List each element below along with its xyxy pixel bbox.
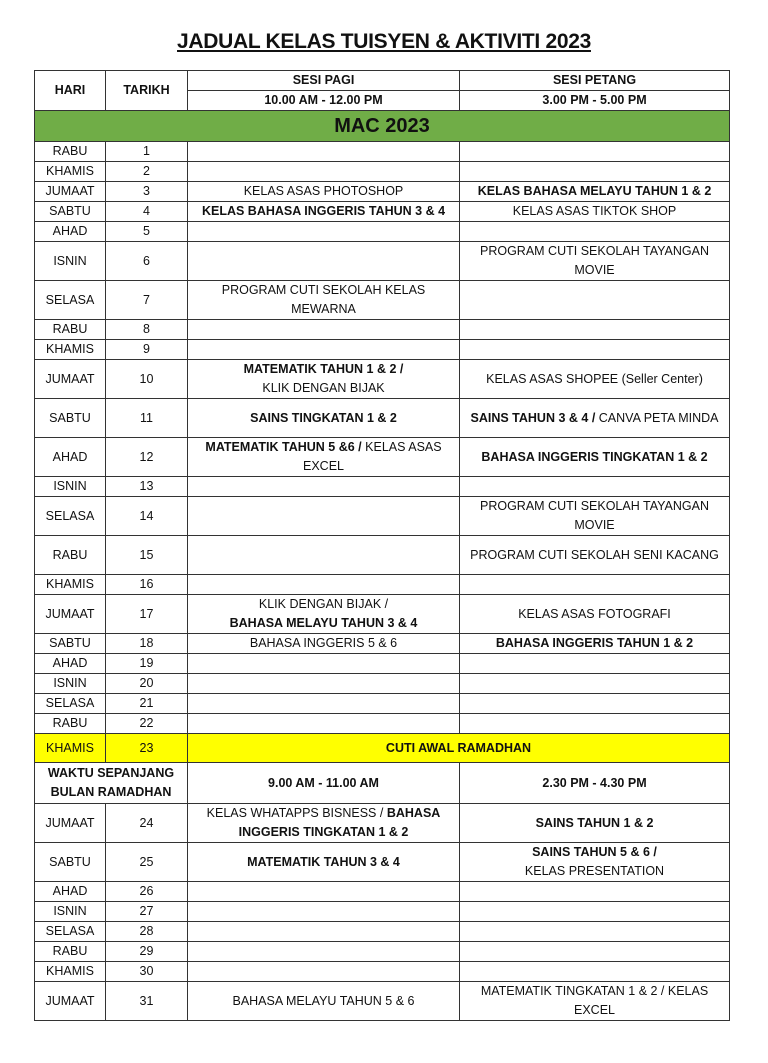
- hari-cell: AHAD: [35, 654, 106, 674]
- pagi-cell: BAHASA MELAYU TAHUN 5 & 6: [188, 982, 460, 1021]
- table-row: [35, 281, 730, 320]
- hari-cell: ISNIN: [35, 674, 106, 694]
- petang-cell: KELAS BAHASA MELAYU TAHUN 1 & 2: [460, 182, 730, 202]
- pagi-cell: [188, 222, 460, 242]
- table-row: [35, 882, 730, 902]
- petang-cell: KELAS ASAS TIKTOK SHOP: [460, 202, 730, 222]
- petang-line-2: KELAS PRESENTATION: [524, 864, 665, 878]
- hari-cell: RABU: [35, 320, 106, 340]
- pagi-cell: [188, 595, 460, 634]
- hari-cell: RABU: [35, 942, 106, 962]
- pagi-cell: KELAS BAHASA INGGERIS TAHUN 3 & 4: [188, 202, 460, 222]
- pagi-cell: [188, 882, 460, 902]
- holiday-row: [35, 734, 730, 763]
- hari-cell: AHAD: [35, 882, 106, 902]
- ramadhan-times-row: [35, 763, 730, 804]
- tarikh-cell: 9: [106, 340, 188, 360]
- pagi-cell: MATEMATIK TAHUN 3 & 4: [188, 843, 460, 882]
- table-row: [35, 320, 730, 340]
- tarikh-cell: 3: [106, 182, 188, 202]
- hari-cell: AHAD: [35, 222, 106, 242]
- header-tarikh: TARIKH: [106, 71, 188, 111]
- table-row: [35, 242, 730, 281]
- tarikh-cell: 12: [106, 438, 188, 477]
- petang-cell: BAHASA INGGERIS TINGKATAN 1 & 2: [460, 438, 730, 477]
- pagi-cell: [188, 242, 460, 281]
- table-row: [35, 804, 730, 843]
- pagi-cell: [188, 497, 460, 536]
- hari-cell: SABTU: [35, 399, 106, 438]
- pagi-cell: [188, 438, 460, 477]
- hari-cell: AHAD: [35, 438, 106, 477]
- tarikh-cell: 27: [106, 902, 188, 922]
- petang-cell: [460, 142, 730, 162]
- pagi-cell: [188, 340, 460, 360]
- tarikh-cell: 17: [106, 595, 188, 634]
- petang-cell: [460, 714, 730, 734]
- petang-cell: MATEMATIK TINGKATAN 1 & 2 / KELAS EXCEL: [460, 982, 730, 1021]
- hari-cell: SABTU: [35, 843, 106, 882]
- pagi-line-2: KLIK DENGAN BIJAK: [262, 381, 385, 395]
- petang-cell: [460, 654, 730, 674]
- pagi-cell: [188, 320, 460, 340]
- hari-cell: ISNIN: [35, 242, 106, 281]
- table-row: [35, 575, 730, 595]
- table-row: [35, 922, 730, 942]
- pagi-line-1: MATEMATIK TAHUN 5 &6 /: [205, 440, 362, 454]
- hari-cell: SABTU: [35, 202, 106, 222]
- pagi-line-2: KELAS ASAS EXCEL: [303, 440, 442, 473]
- petang-cell: KELAS ASAS FOTOGRAFI: [460, 595, 730, 634]
- tarikh-cell: 2: [106, 162, 188, 182]
- table-row: [35, 694, 730, 714]
- petang-cell: [460, 477, 730, 497]
- petang-cell: [460, 575, 730, 595]
- petang-cell: [460, 902, 730, 922]
- pagi-cell: [188, 654, 460, 674]
- pagi-cell: [188, 804, 460, 843]
- hari-cell: SELASA: [35, 694, 106, 714]
- pagi-cell: [188, 575, 460, 595]
- tarikh-cell: 14: [106, 497, 188, 536]
- petang-cell: [460, 843, 730, 882]
- petang-line-2: CANVA PETA MINDA: [598, 410, 719, 425]
- table-row: [35, 982, 730, 1021]
- hari-cell: RABU: [35, 536, 106, 575]
- tarikh-cell: 29: [106, 942, 188, 962]
- hari-cell: KHAMIS: [35, 734, 106, 763]
- header-petang-time: 3.00 PM - 5.00 PM: [460, 91, 730, 111]
- petang-cell: [460, 281, 730, 320]
- tarikh-cell: 25: [106, 843, 188, 882]
- petang-cell: [460, 674, 730, 694]
- petang-cell: PROGRAM CUTI SEKOLAH TAYANGAN MOVIE: [460, 242, 730, 281]
- table-row: [35, 674, 730, 694]
- header-hari: HARI: [35, 71, 106, 111]
- table-row: [35, 162, 730, 182]
- hari-cell: KHAMIS: [35, 962, 106, 982]
- tarikh-cell: 20: [106, 674, 188, 694]
- tarikh-cell: 1: [106, 142, 188, 162]
- petang-line-1: SAINS TAHUN 3 & 4 /: [470, 410, 596, 425]
- table-row: [35, 222, 730, 242]
- petang-cell: [460, 340, 730, 360]
- tarikh-cell: 15: [106, 536, 188, 575]
- tarikh-cell: 8: [106, 320, 188, 340]
- table-row: [35, 182, 730, 202]
- pagi-cell: BAHASA INGGERIS 5 & 6: [188, 634, 460, 654]
- table-row: [35, 942, 730, 962]
- hari-cell: SELASA: [35, 281, 106, 320]
- table-row: [35, 595, 730, 634]
- pagi-cell: [188, 942, 460, 962]
- petang-cell: [460, 962, 730, 982]
- ramadhan-label: WAKTU SEPANJANG BULAN RAMADHAN: [35, 763, 188, 804]
- petang-line-1: SAINS TAHUN 5 & 6 /: [532, 845, 657, 859]
- table-row: [35, 536, 730, 575]
- hari-cell: SELASA: [35, 497, 106, 536]
- tarikh-cell: 16: [106, 575, 188, 595]
- table-row: [35, 962, 730, 982]
- tarikh-cell: 7: [106, 281, 188, 320]
- petang-cell: [460, 320, 730, 340]
- petang-cell: PROGRAM CUTI SEKOLAH TAYANGAN MOVIE: [460, 497, 730, 536]
- tarikh-cell: 10: [106, 360, 188, 399]
- petang-cell: SAINS TAHUN 1 & 2: [460, 804, 730, 843]
- pagi-cell: [188, 922, 460, 942]
- petang-cell: PROGRAM CUTI SEKOLAH SENI KACANG: [460, 536, 730, 575]
- hari-cell: SABTU: [35, 634, 106, 654]
- table-row: [35, 142, 730, 162]
- hari-cell: JUMAAT: [35, 804, 106, 843]
- table-row: [35, 634, 730, 654]
- tarikh-cell: 4: [106, 202, 188, 222]
- hari-cell: JUMAAT: [35, 982, 106, 1021]
- pagi-line-1: MATEMATIK TAHUN 1 & 2 /: [243, 362, 404, 376]
- hari-cell: KHAMIS: [35, 162, 106, 182]
- table-row: [35, 477, 730, 497]
- hari-cell: KHAMIS: [35, 340, 106, 360]
- hari-cell: SELASA: [35, 922, 106, 942]
- table-row: [35, 902, 730, 922]
- pagi-line-2: BAHASA MELAYU TAHUN 3 & 4: [229, 616, 418, 630]
- hari-cell: ISNIN: [35, 902, 106, 922]
- header-sesi-petang: SESI PETANG: [460, 71, 730, 91]
- hari-cell: JUMAAT: [35, 182, 106, 202]
- petang-cell: [460, 399, 730, 438]
- ramadhan-petang-time: 2.30 PM - 4.30 PM: [460, 763, 730, 804]
- tarikh-cell: 18: [106, 634, 188, 654]
- hari-cell: RABU: [35, 142, 106, 162]
- tarikh-cell: 30: [106, 962, 188, 982]
- tarikh-cell: 13: [106, 477, 188, 497]
- petang-cell: [460, 922, 730, 942]
- petang-cell: [460, 222, 730, 242]
- table-row: [35, 360, 730, 399]
- header-pagi-time: 10.00 AM - 12.00 PM: [188, 91, 460, 111]
- table-row: [35, 438, 730, 477]
- pagi-cell: [188, 360, 460, 399]
- pagi-cell: [188, 714, 460, 734]
- pagi-line-1: KELAS WHATAPPS BISNESS /: [206, 806, 384, 820]
- page-title: JADUAL KELAS TUISYEN & AKTIVITI 2023: [177, 30, 591, 53]
- petang-cell: [460, 162, 730, 182]
- petang-cell: [460, 882, 730, 902]
- month-banner: MAC 2023: [35, 111, 730, 142]
- hari-cell: ISNIN: [35, 477, 106, 497]
- schedule-table: [34, 70, 730, 1021]
- tarikh-cell: 22: [106, 714, 188, 734]
- ramadhan-pagi-time: 9.00 AM - 11.00 AM: [188, 763, 460, 804]
- pagi-cell: [188, 536, 460, 575]
- petang-cell: KELAS ASAS SHOPEE (Seller Center): [460, 360, 730, 399]
- tarikh-cell: 19: [106, 654, 188, 674]
- tarikh-cell: 28: [106, 922, 188, 942]
- petang-cell: [460, 942, 730, 962]
- tarikh-cell: 5: [106, 222, 188, 242]
- petang-cell: BAHASA INGGERIS TAHUN 1 & 2: [460, 634, 730, 654]
- tarikh-cell: 21: [106, 694, 188, 714]
- pagi-cell: [188, 142, 460, 162]
- table-row: [35, 714, 730, 734]
- pagi-cell: [188, 477, 460, 497]
- pagi-cell: [188, 162, 460, 182]
- pagi-cell: [188, 674, 460, 694]
- petang-cell: [460, 694, 730, 714]
- hari-cell: RABU: [35, 714, 106, 734]
- hari-cell: JUMAAT: [35, 360, 106, 399]
- tarikh-cell: 23: [106, 734, 188, 763]
- table-row: [35, 340, 730, 360]
- pagi-cell: SAINS TINGKATAN 1 & 2: [188, 399, 460, 438]
- hari-cell: JUMAAT: [35, 595, 106, 634]
- tarikh-cell: 26: [106, 882, 188, 902]
- hari-cell: KHAMIS: [35, 575, 106, 595]
- pagi-cell: [188, 962, 460, 982]
- holiday-event: CUTI AWAL RAMADHAN: [188, 734, 730, 763]
- pagi-cell: [188, 902, 460, 922]
- pagi-line-2: BAHASA INGGERIS TINGKATAN 1 & 2: [238, 806, 441, 839]
- pagi-cell: PROGRAM CUTI SEKOLAH KELAS MEWARNA: [188, 281, 460, 320]
- pagi-cell: [188, 694, 460, 714]
- table-row: [35, 843, 730, 882]
- tarikh-cell: 24: [106, 804, 188, 843]
- table-row: [35, 497, 730, 536]
- tarikh-cell: 31: [106, 982, 188, 1021]
- table-row: [35, 399, 730, 438]
- header-sesi-pagi: SESI PAGI: [188, 71, 460, 91]
- table-row: [35, 202, 730, 222]
- tarikh-cell: 11: [106, 399, 188, 438]
- pagi-line-1: KLIK DENGAN BIJAK /: [258, 597, 389, 611]
- tarikh-cell: 6: [106, 242, 188, 281]
- pagi-cell: KELAS ASAS PHOTOSHOP: [188, 182, 460, 202]
- table-row: [35, 654, 730, 674]
